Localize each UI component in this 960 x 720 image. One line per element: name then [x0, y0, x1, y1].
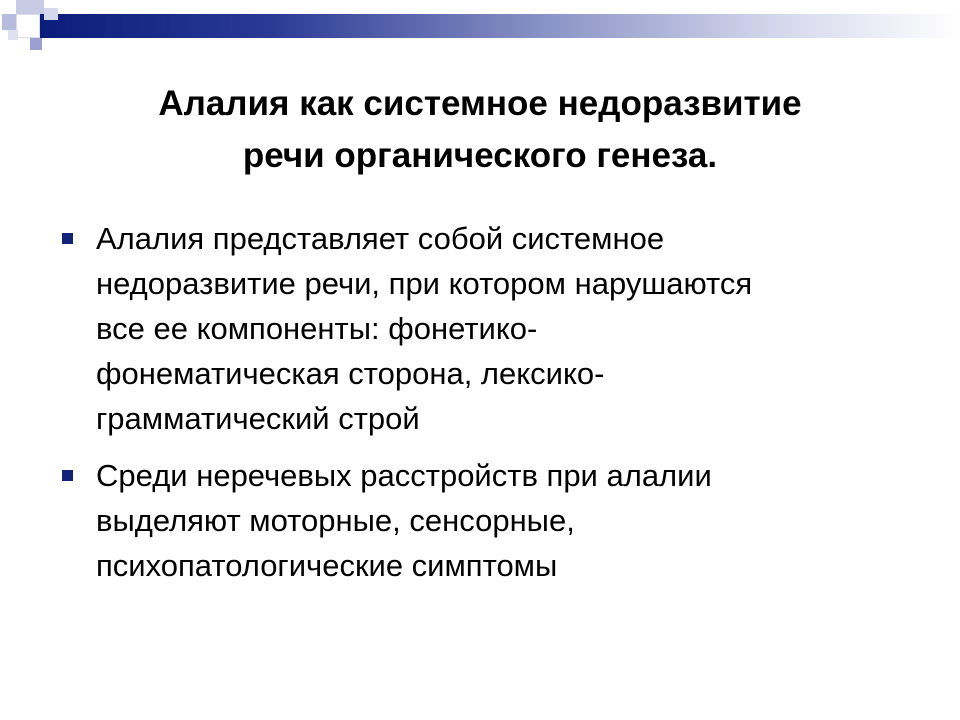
header-gradient-band	[40, 14, 960, 38]
decorative-square	[16, 14, 40, 38]
bullet-text-line: все ее компоненты: фонетико-	[96, 311, 538, 346]
bullet-text-line: грамматический строй	[96, 401, 420, 436]
bullet-item	[62, 453, 902, 588]
bullet-item	[62, 216, 902, 441]
bullet-list	[62, 216, 902, 600]
slide-title-line: речи органического генеза.	[242, 136, 718, 175]
slide-title	[60, 78, 900, 182]
decorative-square	[30, 38, 42, 50]
decorative-square	[8, 30, 18, 40]
slide-title-line: Алалия как системное недоразвитие	[158, 84, 802, 123]
square-bullet-icon	[62, 233, 73, 244]
bullet-text-line: выделяют моторные, сенсорные,	[96, 503, 575, 538]
bullet-text-line: Среди неречевых расстройств при алалии	[96, 458, 712, 493]
decorative-square	[16, 0, 44, 14]
bullet-text-line: Алалия представляет собой системное	[96, 221, 665, 256]
square-bullet-icon	[62, 470, 73, 481]
bullet-text-line: недоразвитие речи, при котором нарушаются	[96, 266, 753, 301]
decorative-square	[2, 14, 16, 30]
decorative-square	[44, 8, 58, 20]
bullet-text-line: психопатологические симптомы	[96, 548, 558, 583]
bullet-text-line: фонематическая сторона, лексико-	[96, 356, 605, 391]
